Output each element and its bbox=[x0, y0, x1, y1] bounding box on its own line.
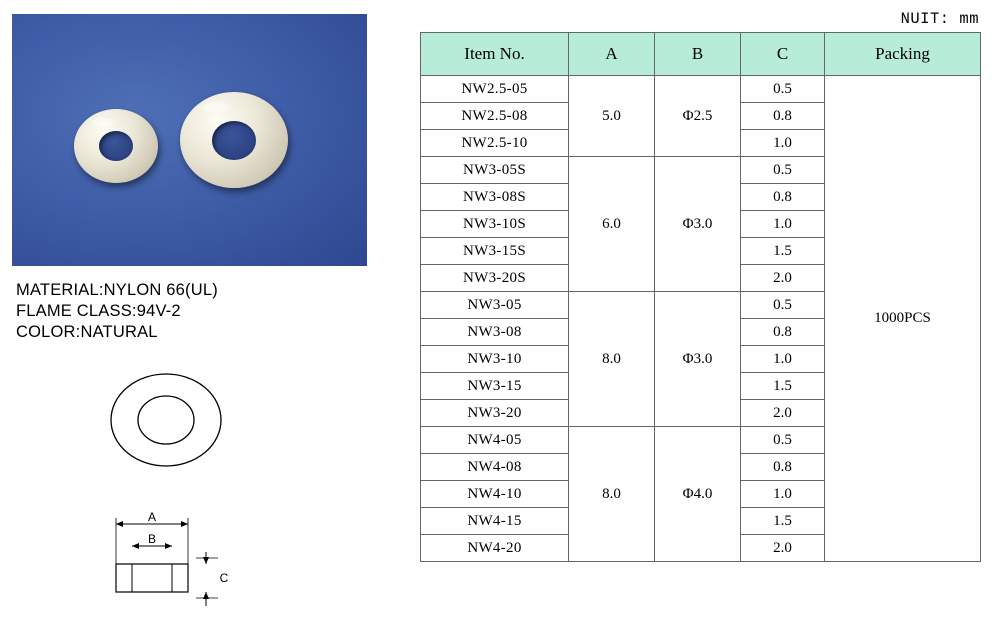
table-body bbox=[421, 76, 981, 562]
table-header-row bbox=[421, 33, 981, 76]
cell-dimension-c: 1.0 bbox=[741, 130, 825, 157]
column-header-packing: Packing bbox=[825, 33, 981, 76]
cell-item-no: NW4-08 bbox=[421, 454, 569, 481]
dim-b-arrow-left bbox=[132, 543, 139, 549]
column-header-a: A bbox=[569, 33, 655, 76]
cell-dimension-c: 1.5 bbox=[741, 373, 825, 400]
dim-b-label: B bbox=[147, 532, 157, 546]
dim-a-arrow-right bbox=[181, 521, 188, 527]
washer-body-rect bbox=[116, 564, 188, 592]
cell-dimension-b: Φ3.0 bbox=[655, 292, 741, 427]
cell-dimension-a: 8.0 bbox=[569, 427, 655, 562]
cell-item-no: NW4-05 bbox=[421, 427, 569, 454]
product-photo bbox=[12, 14, 367, 266]
cell-dimension-c: 0.5 bbox=[741, 427, 825, 454]
cell-item-no: NW2.5-08 bbox=[421, 103, 569, 130]
washer-side-view-drawing bbox=[96, 508, 276, 618]
cell-dimension-c: 0.5 bbox=[741, 157, 825, 184]
washer-top-view-drawing bbox=[108, 370, 224, 470]
cell-dimension-a: 8.0 bbox=[569, 292, 655, 427]
cell-item-no: NW3-20 bbox=[421, 400, 569, 427]
nylon-washer-small-photo bbox=[74, 109, 158, 183]
dim-b-arrow-right bbox=[165, 543, 172, 549]
washer-hole bbox=[212, 121, 256, 160]
cell-dimension-c: 0.5 bbox=[741, 292, 825, 319]
dim-c-arrow-up bbox=[203, 592, 209, 599]
cell-dimension-c: 2.0 bbox=[741, 265, 825, 292]
table-row bbox=[421, 76, 981, 103]
cell-dimension-c: 2.0 bbox=[741, 400, 825, 427]
cell-dimension-c: 1.0 bbox=[741, 481, 825, 508]
cell-item-no: NW3-10S bbox=[421, 211, 569, 238]
column-header-c: C bbox=[741, 33, 825, 76]
cell-item-no: NW3-08 bbox=[421, 319, 569, 346]
cell-item-no: NW3-05 bbox=[421, 292, 569, 319]
cell-item-no: NW4-20 bbox=[421, 535, 569, 562]
cell-item-no: NW3-08S bbox=[421, 184, 569, 211]
cell-item-no: NW3-10 bbox=[421, 346, 569, 373]
column-header-b: B bbox=[655, 33, 741, 76]
photo-highlight bbox=[202, 102, 230, 112]
cell-dimension-c: 0.8 bbox=[741, 454, 825, 481]
cell-dimension-c: 1.5 bbox=[741, 508, 825, 535]
cell-dimension-c: 0.8 bbox=[741, 184, 825, 211]
material-line: MATERIAL:NYLON 66(UL) bbox=[16, 281, 218, 299]
specification-table bbox=[420, 32, 981, 562]
cell-dimension-a: 6.0 bbox=[569, 157, 655, 292]
specification-table-container bbox=[420, 32, 980, 562]
cell-dimension-c: 0.8 bbox=[741, 319, 825, 346]
color-line: COLOR:NATURAL bbox=[16, 323, 158, 341]
cell-item-no: NW3-20S bbox=[421, 265, 569, 292]
flame-class-line: FLAME CLASS:94V-2 bbox=[16, 302, 181, 320]
column-header-item-no: Item No. bbox=[421, 33, 569, 76]
cell-dimension-b: Φ4.0 bbox=[655, 427, 741, 562]
cell-item-no: NW2.5-10 bbox=[421, 130, 569, 157]
cell-dimension-c: 0.8 bbox=[741, 103, 825, 130]
cell-item-no: NW4-10 bbox=[421, 481, 569, 508]
cell-dimension-c: 0.5 bbox=[741, 76, 825, 103]
cell-dimension-a: 5.0 bbox=[569, 76, 655, 157]
cell-packing: 1000PCS bbox=[825, 76, 981, 562]
cell-dimension-c: 1.0 bbox=[741, 346, 825, 373]
outer-circle bbox=[111, 374, 221, 466]
cell-item-no: NW4-15 bbox=[421, 508, 569, 535]
dim-c-arrow-down bbox=[203, 557, 209, 564]
nylon-washer-large-photo bbox=[180, 92, 288, 188]
dim-c-label: C bbox=[219, 571, 229, 585]
dim-a-arrow-left bbox=[116, 521, 123, 527]
washer-hole bbox=[99, 131, 133, 161]
photo-highlight bbox=[92, 118, 114, 127]
cell-item-no: NW3-15S bbox=[421, 238, 569, 265]
cell-dimension-b: Φ3.0 bbox=[655, 157, 741, 292]
cell-dimension-b: Φ2.5 bbox=[655, 76, 741, 157]
cell-item-no: NW2.5-05 bbox=[421, 76, 569, 103]
cell-dimension-c: 1.5 bbox=[741, 238, 825, 265]
unit-label: NUIT: mm bbox=[900, 10, 979, 28]
cell-dimension-c: 1.0 bbox=[741, 211, 825, 238]
inner-circle bbox=[138, 396, 194, 444]
material-specification bbox=[16, 280, 218, 343]
cell-item-no: NW3-15 bbox=[421, 373, 569, 400]
dim-a-label: A bbox=[147, 510, 157, 524]
cell-item-no: NW3-05S bbox=[421, 157, 569, 184]
cell-dimension-c: 2.0 bbox=[741, 535, 825, 562]
